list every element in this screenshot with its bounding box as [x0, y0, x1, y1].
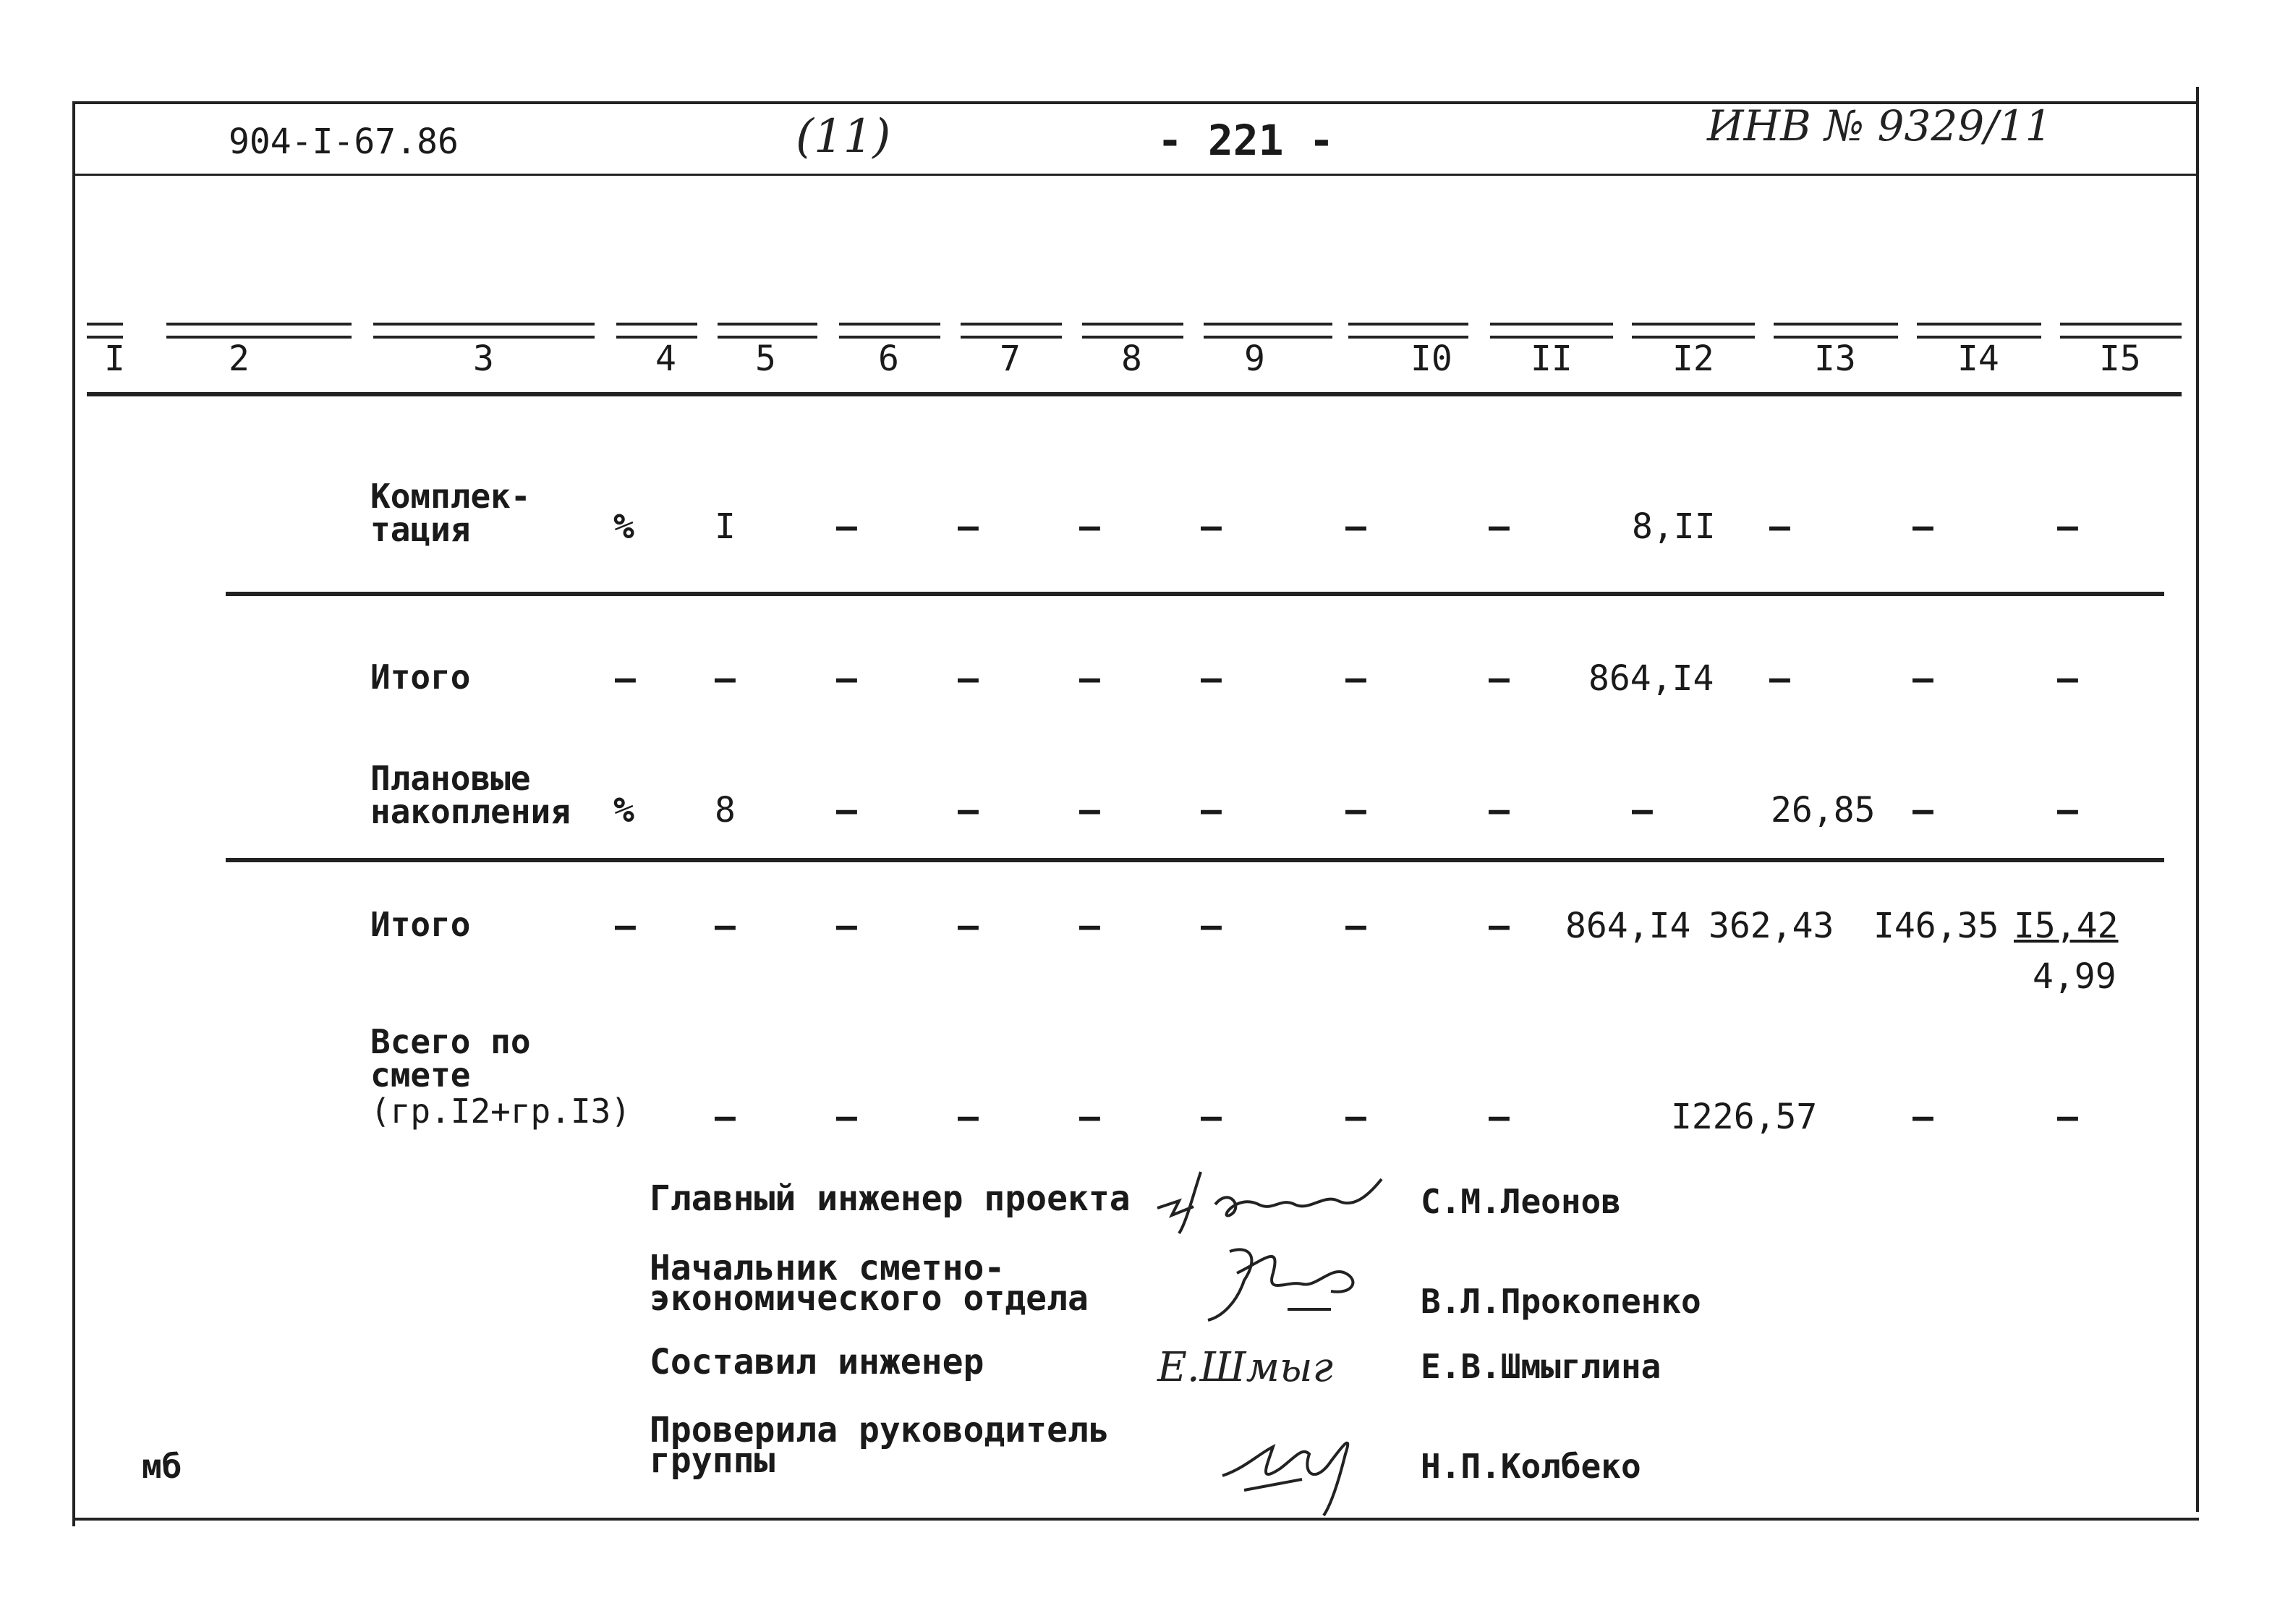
row-komplekt-unit: % [613, 506, 634, 547]
row-itogo2-c15-bottom: 4,99 [2033, 956, 2116, 997]
row-itogo2-c14: I46,35 [1873, 906, 1999, 946]
footer-mark: мб [142, 1447, 182, 1486]
row-komplekt-label-1: Комплек- [370, 477, 531, 516]
colhead-line-7 [961, 323, 1062, 339]
colhead-line-4 [616, 323, 697, 339]
row-itogo2-c5: – [715, 906, 736, 946]
row-plan-c11: – [1489, 790, 1510, 830]
row-komplekt-label-2: тация [370, 510, 471, 549]
row-itogo1-c5: – [715, 658, 736, 699]
row-komplekt-c7: – [958, 506, 979, 547]
row-komplekt-c14: – [1913, 506, 1933, 547]
col-7: 7 [1000, 339, 1021, 379]
row-plan-unit: % [613, 790, 634, 830]
row-vsego-c12: I226,57 [1671, 1097, 1818, 1137]
row-itogo2-c15-top: I5,42 [2014, 906, 2119, 946]
row-komplekt-c15: – [2057, 506, 2078, 547]
col-13: I3 [1814, 339, 1856, 379]
sig-4-signature [1215, 1418, 1367, 1519]
section-divider-1 [226, 592, 2164, 596]
row-plan-c14: – [1913, 790, 1933, 830]
row-vsego-c5: – [715, 1097, 736, 1137]
colhead-line-6 [839, 323, 940, 339]
row-komplekt-c6: – [836, 506, 857, 547]
row-itogo2-c10: – [1345, 906, 1366, 946]
colhead-line-3 [373, 323, 595, 339]
sig-3-signature: Е.Шмыг [1157, 1344, 1333, 1391]
row-vsego-c8: – [1079, 1097, 1100, 1137]
row-plan-label-2: накопления [370, 792, 571, 831]
row-itogo2-c13: 362,43 [1709, 906, 1834, 946]
frame-right [2196, 87, 2199, 1512]
row-itogo1-c12: 864,I4 [1588, 658, 1714, 699]
row-itogo1-c11: – [1489, 658, 1510, 699]
row-plan-c13: 26,85 [1771, 790, 1876, 830]
col-14: I4 [1957, 339, 1999, 379]
colhead-line-11 [1490, 323, 1613, 339]
inventory-number: ИНВ № 9329/11 [1707, 101, 2052, 150]
col-9: 9 [1244, 339, 1265, 379]
row-plan-c12: – [1632, 790, 1653, 830]
row-itogo2-c7: – [958, 906, 979, 946]
row-plan-c6: – [836, 790, 857, 830]
section-divider-2 [226, 858, 2164, 862]
row-vsego-c7: – [958, 1097, 979, 1137]
row-plan-c10: – [1345, 790, 1366, 830]
album-number: (11) [796, 110, 891, 163]
col-10: I0 [1411, 339, 1452, 379]
row-itogo2-c9: – [1201, 906, 1222, 946]
row-itogo1-label: Итого [370, 658, 471, 697]
row-plan-c15: – [2057, 790, 2078, 830]
sig-2-name: В.Л.Прокопенко [1421, 1282, 1701, 1321]
row-plan-c9: – [1201, 790, 1222, 830]
row-vsego-label-3: (гр.I2+гр.I3) [370, 1092, 631, 1131]
row-itogo1-c9: – [1201, 658, 1222, 699]
row-itogo1-c8: – [1079, 658, 1100, 699]
row-itogo1-c7: – [958, 658, 979, 699]
col-15: I5 [2099, 339, 2141, 379]
row-plan-c7: – [958, 790, 979, 830]
col-11: II [1531, 339, 1573, 379]
row-vsego-label-1: Всего по [370, 1022, 531, 1061]
page-number: - 221 - [1157, 116, 1335, 165]
col-1: I [104, 339, 125, 379]
row-komplekt-c5: I [715, 506, 736, 547]
colhead-line-5 [718, 323, 817, 339]
row-itogo2-c6: – [836, 906, 857, 946]
sig-4-name: Н.П.Колбеко [1421, 1447, 1641, 1486]
row-itogo2-c12: 864,I4 [1565, 906, 1691, 946]
row-plan-c8: – [1079, 790, 1100, 830]
sig-3-role: Составил инженер [650, 1342, 984, 1382]
sig-1-role: Главный инженер проекта [650, 1178, 1131, 1219]
row-itogo1-c4: – [615, 658, 636, 699]
row-vsego-c15: – [2057, 1097, 2078, 1137]
row-itogo1-c15: – [2057, 658, 2078, 699]
doc-number: 904-I-67.86 [229, 122, 459, 162]
colhead-line-15 [2060, 323, 2182, 339]
row-itogo1-c10: – [1345, 658, 1366, 699]
row-komplekt-c8: – [1079, 506, 1100, 547]
colhead-line-9 [1204, 323, 1332, 339]
row-itogo2-c4: – [615, 906, 636, 946]
col-2: 2 [229, 339, 250, 379]
col-3: 3 [473, 339, 494, 379]
sig-1-signature [1150, 1165, 1389, 1237]
sig-2-signature [1194, 1230, 1389, 1331]
colhead-line-12 [1632, 323, 1755, 339]
row-plan-c5: 8 [715, 790, 736, 830]
colhead-line-2 [166, 323, 352, 339]
sig-3-name: Е.В.Шмыглина [1421, 1347, 1662, 1386]
sig-1-name: С.М.Леонов [1421, 1182, 1621, 1221]
colhead-line-8 [1082, 323, 1183, 339]
row-vsego-c10: – [1345, 1097, 1366, 1137]
row-komplekt-c9: – [1201, 506, 1222, 547]
row-komplekt-c10: – [1345, 506, 1366, 547]
row-komplekt-c11: – [1489, 506, 1510, 547]
row-itogo2-c11: – [1489, 906, 1510, 946]
row-vsego-c14: – [1913, 1097, 1933, 1137]
colhead-line-10 [1348, 323, 1468, 339]
frame-bottom [72, 1518, 2199, 1521]
colhead-bottom-line [87, 392, 2182, 396]
sig-2-role-1: Начальник сметно- [650, 1248, 1005, 1288]
sig-4-role-1: Проверила руководитель [650, 1410, 1110, 1450]
row-itogo2-c8: – [1079, 906, 1100, 946]
row-komplekt-c13: – [1769, 506, 1790, 547]
row-vsego-c6: – [836, 1097, 857, 1137]
colhead-line-14 [1917, 323, 2041, 339]
colhead-line-13 [1774, 323, 1898, 339]
sig-2-role-2: экономического отдела [650, 1278, 1089, 1319]
col-8: 8 [1121, 339, 1142, 379]
frame-left [72, 101, 75, 1526]
col-12: I2 [1672, 339, 1714, 379]
sig-4-role-2: группы [650, 1440, 775, 1481]
col-5: 5 [755, 339, 776, 379]
row-itogo1-c13: – [1769, 658, 1790, 699]
row-vsego-c11: – [1489, 1097, 1510, 1137]
row-itogo1-c14: – [1913, 658, 1933, 699]
col-6: 6 [878, 339, 899, 379]
row-komplekt-c12: 8,II [1632, 506, 1716, 547]
row-vsego-c9: – [1201, 1097, 1222, 1137]
row-itogo1-c6: – [836, 658, 857, 699]
row-vsego-label-2: смете [370, 1055, 471, 1094]
col-4: 4 [655, 339, 676, 379]
row-itogo2-label: Итого [370, 905, 471, 944]
colhead-line-1 [87, 323, 123, 339]
header-divider [75, 174, 2196, 176]
row-plan-label-1: Плановые [370, 759, 531, 798]
